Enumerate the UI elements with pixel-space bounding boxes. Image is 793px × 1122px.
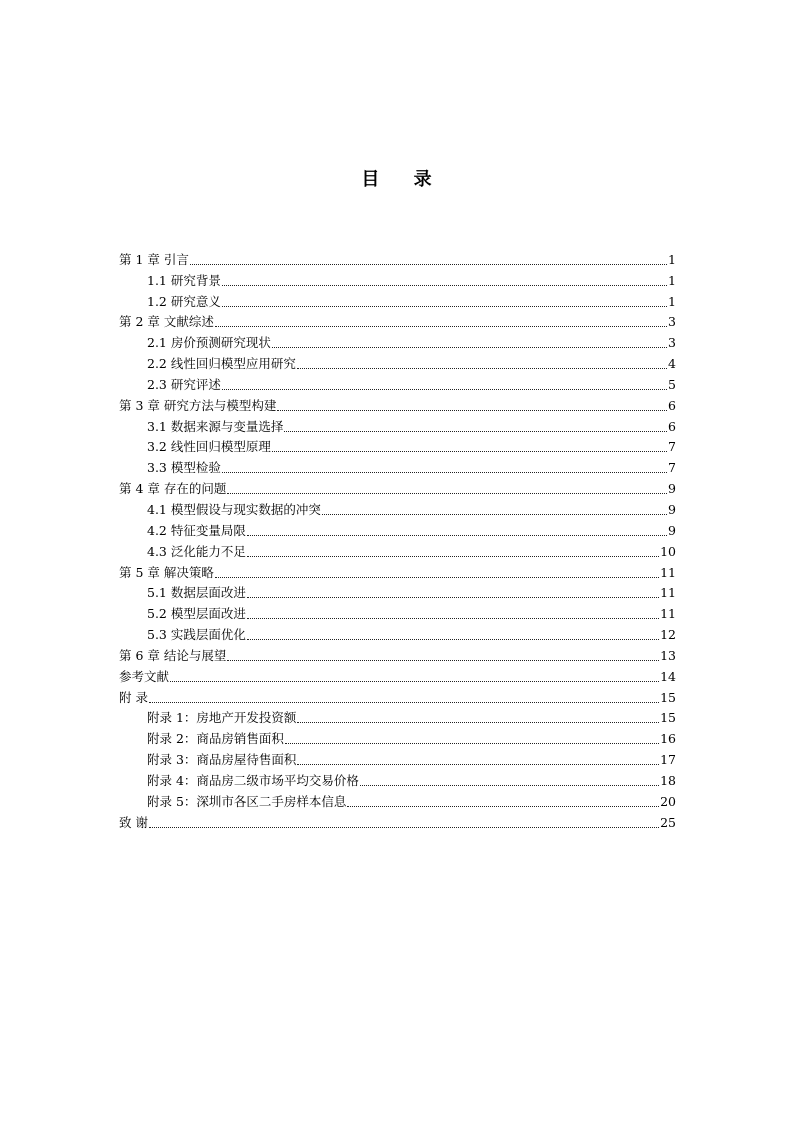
- dot-leader: [247, 556, 659, 557]
- toc-subentry[interactable]: [119, 622, 676, 643]
- dot-leader: [247, 618, 659, 619]
- toc-subentry[interactable]: [119, 372, 676, 393]
- toc-entry-page-number: 12: [660, 627, 676, 643]
- toc-entry-label: 3.2 线性回归模型原理: [147, 439, 271, 455]
- toc-entry-page-number: 16: [660, 731, 676, 747]
- toc-subentry[interactable]: [119, 414, 676, 435]
- toc-entry-label: 附录 4：商品房二级市场平均交易价格: [147, 772, 359, 788]
- toc-entry-page-number: 13: [660, 647, 676, 663]
- toc-subentry[interactable]: [119, 726, 676, 747]
- page-title: 目 录: [361, 169, 446, 190]
- toc-entry-page-number: 1: [668, 272, 676, 288]
- toc-entry-label: 参考文献: [119, 668, 170, 684]
- toc-entry-page-number: 7: [668, 439, 676, 455]
- dot-leader: [222, 285, 667, 286]
- toc-entry[interactable]: [119, 685, 676, 706]
- dot-leader: [272, 451, 667, 452]
- table-of-contents: [119, 247, 676, 831]
- toc-subentry[interactable]: [119, 706, 676, 727]
- toc-entry-label: 附 录: [119, 689, 148, 705]
- toc-subentry[interactable]: [119, 768, 676, 789]
- toc-entry-label: 第 4 章 存在的问题: [119, 481, 227, 497]
- toc-entry-label: 3.1 数据来源与变量选择: [147, 418, 284, 434]
- toc-entry-label: 附录 2：商品房销售面积: [147, 731, 284, 747]
- toc-entry-label: 2.1 房价预测研究现状: [147, 335, 271, 351]
- toc-entry[interactable]: [119, 643, 676, 664]
- toc-subentry[interactable]: [119, 747, 676, 768]
- dot-leader: [247, 639, 659, 640]
- toc-entry-label: 第 6 章 结论与展望: [119, 647, 227, 663]
- toc-entry-label: 1.2 研究意义: [147, 293, 221, 309]
- toc-subentry[interactable]: [119, 268, 676, 289]
- toc-entry-label: 3.3 模型检验: [147, 460, 221, 476]
- dot-leader: [347, 806, 659, 807]
- toc-subentry[interactable]: [119, 518, 676, 539]
- toc-subentry[interactable]: [119, 330, 676, 351]
- dot-leader: [190, 264, 667, 265]
- toc-entry[interactable]: [119, 664, 676, 685]
- dot-leader: [247, 597, 659, 598]
- dot-leader: [222, 389, 667, 390]
- toc-entry-page-number: 3: [668, 314, 676, 330]
- dot-leader: [222, 306, 667, 307]
- toc-entry-label: 第 3 章 研究方法与模型构建: [119, 397, 277, 413]
- toc-entry-page-number: 15: [660, 689, 676, 705]
- dot-leader: [285, 743, 659, 744]
- toc-entry-page-number: 18: [660, 772, 676, 788]
- toc-entry-label: 4.2 特征变量局限: [147, 522, 246, 538]
- toc-entry-label: 5.2 模型层面改进: [147, 606, 246, 622]
- dot-leader: [272, 347, 667, 348]
- toc-entry-label: 第 5 章 解决策略: [119, 564, 214, 580]
- dot-leader: [215, 326, 667, 327]
- toc-entry-label: 致 谢: [119, 814, 148, 830]
- toc-entry[interactable]: [119, 476, 676, 497]
- toc-entry-label: 5.3 实践层面优化: [147, 627, 246, 643]
- toc-entry-page-number: 5: [668, 376, 676, 392]
- dot-leader: [322, 514, 667, 515]
- toc-entry-page-number: 11: [660, 606, 676, 622]
- dot-leader: [360, 785, 659, 786]
- toc-entry-page-number: 9: [668, 481, 676, 497]
- toc-entry-page-number: 9: [668, 522, 676, 538]
- dot-leader: [284, 431, 667, 432]
- toc-entry-label: 4.1 模型假设与现实数据的冲突: [147, 501, 321, 517]
- toc-entry-label: 附录 3：商品房屋待售面积: [147, 752, 297, 768]
- toc-entry-page-number: 17: [660, 752, 676, 768]
- toc-entry-page-number: 1: [668, 251, 676, 267]
- toc-subentry[interactable]: [119, 455, 676, 476]
- toc-entry-page-number: 4: [668, 356, 676, 372]
- dot-leader: [297, 764, 659, 765]
- toc-entry-label: 5.1 数据层面改进: [147, 585, 246, 601]
- toc-entry-page-number: 11: [660, 564, 676, 580]
- toc-entry[interactable]: [119, 393, 676, 414]
- toc-entry-page-number: 3: [668, 335, 676, 351]
- dot-leader: [247, 535, 667, 536]
- dot-leader: [227, 660, 659, 661]
- toc-entry-label: 第 1 章 引言: [119, 251, 189, 267]
- dot-leader: [227, 493, 667, 494]
- toc-entry-label: 4.3 泛化能力不足: [147, 543, 246, 559]
- dot-leader: [222, 472, 667, 473]
- toc-entry-page-number: 7: [668, 460, 676, 476]
- toc-entry-page-number: 10: [660, 543, 676, 559]
- dot-leader: [149, 702, 659, 703]
- toc-entry-page-number: 14: [660, 668, 676, 684]
- toc-subentry[interactable]: [119, 289, 676, 310]
- dot-leader: [215, 577, 659, 578]
- toc-entry[interactable]: [119, 310, 676, 331]
- toc-entry-label: 1.1 研究背景: [147, 272, 221, 288]
- toc-entry-page-number: 9: [668, 501, 676, 517]
- dot-leader: [170, 681, 659, 682]
- toc-entry[interactable]: [119, 560, 676, 581]
- toc-subentry[interactable]: [119, 601, 676, 622]
- toc-subentry[interactable]: [119, 435, 676, 456]
- toc-entry-label: 第 2 章 文献综述: [119, 314, 214, 330]
- dot-leader: [297, 368, 667, 369]
- toc-entry[interactable]: [119, 810, 676, 831]
- toc-entry-page-number: 25: [660, 814, 676, 830]
- toc-subentry[interactable]: [119, 789, 676, 810]
- toc-entry-page-number: 6: [668, 418, 676, 434]
- toc-subentry[interactable]: [119, 539, 676, 560]
- toc-subentry[interactable]: [119, 351, 676, 372]
- toc-entry-page-number: 6: [668, 397, 676, 413]
- toc-entry-label: 2.2 线性回归模型应用研究: [147, 356, 296, 372]
- toc-entry-label: 2.3 研究评述: [147, 376, 221, 392]
- toc-entry-label: 附录 1：房地产开发投资额: [147, 710, 297, 726]
- toc-entry-page-number: 15: [660, 710, 676, 726]
- toc-entry-page-number: 11: [660, 585, 676, 601]
- dot-leader: [277, 410, 667, 411]
- dot-leader: [297, 722, 659, 723]
- toc-entry[interactable]: [119, 247, 676, 268]
- toc-subentry[interactable]: [119, 581, 676, 602]
- toc-entry-page-number: 20: [660, 793, 676, 809]
- toc-entry-label: 附录 5：深圳市各区二手房样本信息: [147, 793, 347, 809]
- dot-leader: [149, 827, 659, 828]
- toc-subentry[interactable]: [119, 497, 676, 518]
- toc-entry-page-number: 1: [668, 293, 676, 309]
